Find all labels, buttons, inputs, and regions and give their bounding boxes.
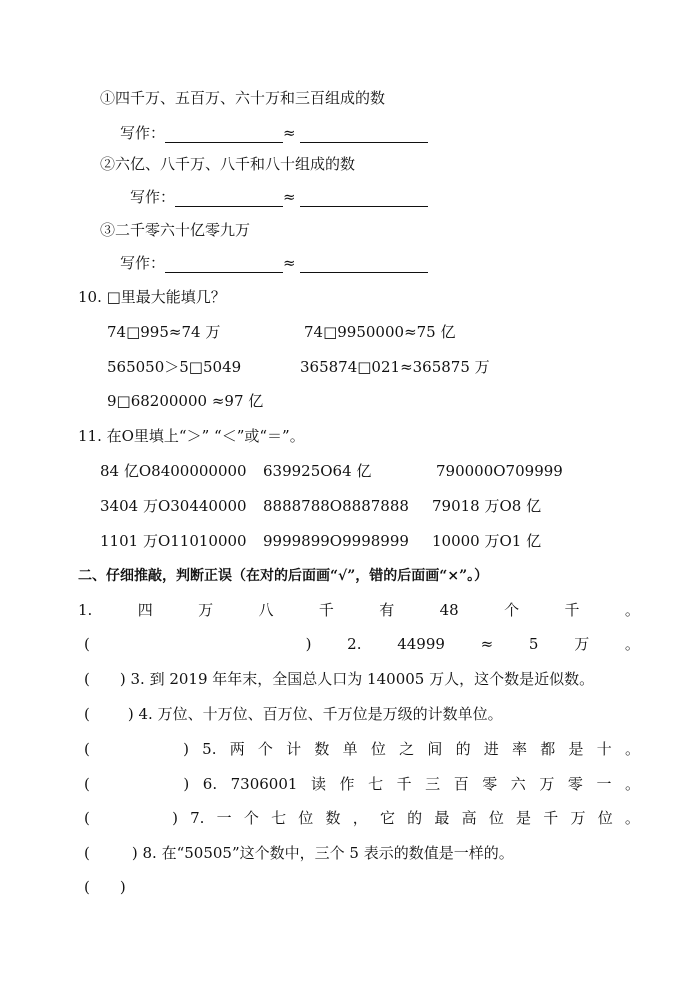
- text-fragment: 万: [574, 635, 590, 653]
- text-fragment: 位: [488, 809, 504, 827]
- text-fragment: 零: [482, 775, 498, 793]
- answer-paren-open[interactable]: (: [84, 878, 90, 896]
- blank-exact-3[interactable]: [165, 256, 283, 273]
- q11-cell: 8888788O8887888: [263, 497, 409, 515]
- text-fragment: 三: [425, 775, 441, 793]
- text-fragment: 。: [624, 601, 640, 619]
- question-1-text: ①四千万、五百万、六十万和三百组成的数: [100, 89, 386, 107]
- text-fragment: 7.: [190, 809, 205, 827]
- blank-approx-1[interactable]: [300, 126, 428, 143]
- answer-paren-open[interactable]: (: [84, 740, 90, 758]
- answer-paren-close[interactable]: ): [119, 670, 126, 688]
- text-fragment: 进: [483, 740, 499, 758]
- text-fragment: 的: [407, 809, 423, 827]
- q11-cell: 790000O709999: [436, 462, 563, 480]
- answer-paren-open[interactable]: (: [84, 844, 90, 862]
- text-fragment: 1.: [78, 601, 93, 619]
- answer-paren-close[interactable]: ): [172, 809, 178, 827]
- text-fragment: 读: [310, 775, 326, 793]
- text-fragment: 万: [570, 809, 586, 827]
- text-fragment: 7306001: [230, 775, 298, 793]
- q11-cell: 79018 万O8 亿: [432, 497, 542, 515]
- part2-title: 二、仔细推敲，判断正误（在对的后面画“√”，错的后面画“×”。）: [78, 568, 489, 584]
- judge-line-6: [84, 774, 640, 794]
- question-3-text: ③二千零六十亿零九万: [100, 221, 251, 239]
- answer-paren-close[interactable]: ): [183, 775, 190, 793]
- q10-item-3: 565050＞5□5049: [107, 358, 242, 376]
- text-fragment: 间: [427, 740, 443, 758]
- text-fragment: 。: [624, 635, 640, 653]
- text-fragment: 的: [455, 740, 471, 758]
- q10-item-1: 74□995≈74 万: [107, 323, 221, 341]
- text-fragment: 数: [325, 809, 341, 827]
- q11-cell: 1101 万O11010000: [100, 532, 247, 550]
- text-fragment: 百: [453, 775, 469, 793]
- text-fragment: 八: [258, 601, 274, 619]
- q11-cell: 639925O64 亿: [263, 462, 372, 480]
- text-fragment: 作: [339, 775, 355, 793]
- text-fragment: 万: [198, 601, 214, 619]
- approx-sign: ≈: [283, 188, 296, 206]
- answer-paren-open[interactable]: (: [84, 809, 90, 827]
- q11-title: 11. 在O里填上“＞” “＜”或“＝”。: [78, 427, 305, 445]
- text-fragment: 之: [399, 740, 415, 758]
- text-fragment: 有: [379, 601, 395, 619]
- text-fragment: 千: [318, 601, 334, 619]
- text-fragment: 千: [564, 601, 580, 619]
- text-fragment: 。: [624, 740, 640, 758]
- q10-item-4: 365874□021≈365875 万: [300, 358, 490, 376]
- judge-line-4: [84, 704, 503, 724]
- q11-cell: 3404 万O30440000: [100, 497, 247, 515]
- text-fragment: 数: [314, 740, 330, 758]
- text-fragment: 都: [540, 740, 556, 758]
- text-fragment: ≈: [480, 635, 494, 653]
- q10-item-5: 9□68200000 ≈97 亿: [107, 392, 264, 410]
- text-fragment: 个: [257, 740, 273, 758]
- text-fragment: 零: [567, 775, 583, 793]
- text-fragment: 。: [624, 775, 640, 793]
- text-fragment: 个: [504, 601, 520, 619]
- text-fragment: 十: [596, 740, 612, 758]
- judge-line-5: [84, 739, 640, 759]
- judge-line-8: [84, 843, 514, 863]
- text-fragment: 单: [342, 740, 358, 758]
- text-fragment: 高: [461, 809, 477, 827]
- text-fragment: 千: [543, 809, 559, 827]
- blank-approx-3[interactable]: [300, 256, 428, 273]
- text-fragment: 位: [298, 809, 314, 827]
- text-fragment: 一: [596, 775, 612, 793]
- text-fragment: 一: [216, 809, 232, 827]
- blank-approx-2[interactable]: [300, 190, 428, 207]
- text-fragment: 44999: [397, 635, 445, 653]
- write-label: 写作：: [120, 254, 166, 272]
- answer-line-3: [120, 253, 428, 273]
- judge-line-3: [84, 669, 594, 689]
- text-fragment: 。: [624, 809, 640, 827]
- text-fragment: 位: [370, 740, 386, 758]
- text-fragment: 千: [396, 775, 412, 793]
- write-label: 写作：: [120, 124, 166, 142]
- text-fragment: 5: [528, 635, 539, 653]
- answer-paren-open[interactable]: (: [84, 705, 90, 723]
- text-fragment: 个: [243, 809, 259, 827]
- q10-title: 10. □里最大能填几？: [78, 288, 226, 306]
- text-fragment: 六: [510, 775, 526, 793]
- text-fragment: 四: [137, 601, 153, 619]
- judge-line-9: [84, 877, 126, 897]
- q11-cell: 10000 万O1 亿: [432, 532, 542, 550]
- answer-paren-close[interactable]: ): [183, 740, 189, 758]
- answer-paren-close[interactable]: ): [119, 878, 126, 896]
- text-fragment: ，: [352, 809, 368, 827]
- text-fragment: 它: [379, 809, 395, 827]
- text-fragment: 6.: [202, 775, 218, 793]
- answer-paren-close[interactable]: ): [127, 705, 134, 723]
- text-fragment: 4. 万位、十万位、百万位、千万位是万级的计数单位。: [138, 705, 503, 723]
- blank-exact-2[interactable]: [175, 190, 283, 207]
- text-fragment: 七: [271, 809, 287, 827]
- text-fragment: 计: [286, 740, 302, 758]
- text-fragment: 最: [434, 809, 450, 827]
- text-fragment: 位: [597, 809, 613, 827]
- answer-paren-open[interactable]: (: [84, 670, 90, 688]
- text-fragment: 5.: [202, 740, 217, 758]
- answer-paren-close[interactable]: ): [131, 844, 138, 862]
- answer-line-1: [120, 123, 428, 143]
- approx-sign: ≈: [283, 254, 296, 272]
- text-fragment: 七: [368, 775, 384, 793]
- q11-cell: 84 亿O8400000000: [100, 462, 247, 480]
- text-fragment: 2.: [347, 635, 362, 653]
- write-label: 写作：: [130, 188, 176, 206]
- judge-line-1: [78, 600, 640, 620]
- question-2-text: ②六亿、八千万、八千和八十组成的数: [100, 155, 356, 173]
- approx-sign: ≈: [283, 124, 296, 142]
- text-fragment: 两: [229, 740, 245, 758]
- text-fragment: 是: [516, 809, 532, 827]
- q11-cell: 9999899O9998999: [263, 532, 409, 550]
- text-fragment: 8. 在“50505”这个数中，三个 5 表示的数值是一样的。: [142, 844, 514, 862]
- text-fragment: 率: [512, 740, 528, 758]
- answer-line-2: [130, 187, 428, 207]
- answer-paren-open[interactable]: (: [84, 775, 90, 793]
- answer-paren-open[interactable]: (: [84, 635, 90, 653]
- judge-line-7: [84, 808, 640, 828]
- text-fragment: 48: [439, 601, 459, 619]
- text-fragment: 3. 到 2019 年年末，全国总人口为 140005 万人，这个数是近似数。: [130, 670, 595, 688]
- text-fragment: 万: [539, 775, 555, 793]
- q10-item-2: 74□9950000≈75 亿: [304, 323, 456, 341]
- judge-line-2: [84, 634, 640, 654]
- answer-paren-close[interactable]: ): [305, 635, 312, 653]
- text-fragment: 是: [568, 740, 584, 758]
- blank-exact-1[interactable]: [165, 126, 283, 143]
